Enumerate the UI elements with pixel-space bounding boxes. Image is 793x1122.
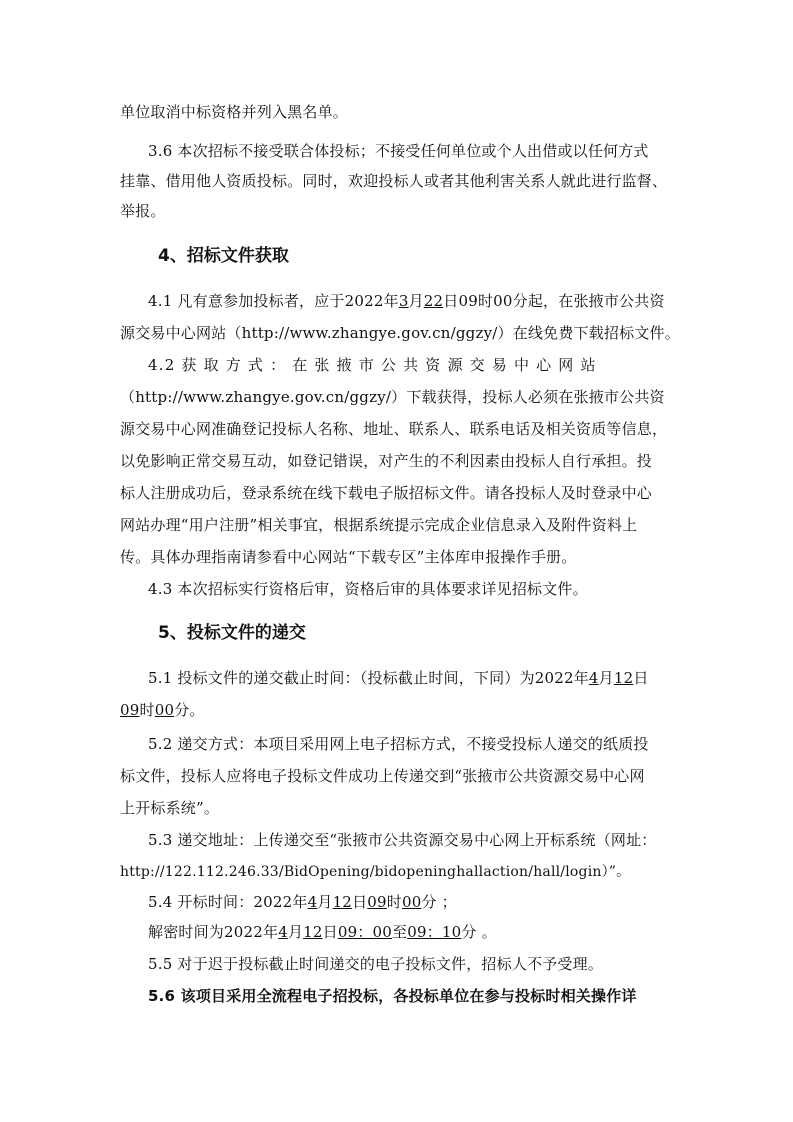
section-heading-5: 5、投标文件的递交	[158, 623, 306, 643]
paragraph-4-2-line-1: 4.2 获 取 方 式 ： 在 张 掖 市 公 共 资 源 交 易 中 心 网 站	[148, 356, 597, 374]
paragraph-5-2-line-1: 5.2 递交方式：本项目采用网上电子招标方式，不接受投标人递交的纸质投	[148, 735, 649, 753]
section-heading-4: 4、招标文件获取	[158, 246, 289, 266]
paragraph-4-1-line-1: 4.1 凡有意参加投标者，应于2022年3月22日09时00分起，在张掖市公共资	[148, 292, 665, 310]
paragraph-3-6-line-3: 举报。	[120, 202, 166, 220]
paragraph-3-6-line-2: 挂靠、借用他人资质投标。同时，欢迎投标人或者其他利害关系人就此进行监督、	[120, 172, 668, 190]
paragraph-5-6: 5.6 该项目采用全流程电子招投标，各投标单位在参与投标时相关操作详	[148, 987, 637, 1005]
paragraph-4-3: 4.3 本次招标实行资格后审，资格后审的具体要求详见招标文件。	[148, 580, 588, 598]
paragraph-5-5: 5.5 对于迟于投标截止时间递交的电子投标文件，招标人不予受理。	[148, 955, 604, 973]
paragraph-5-4: 5.4 开标时间：2022年4月12日09时00分 ；	[148, 893, 457, 911]
paragraph-decryption-time: 解密时间为2022年4月12日09：00至09：10分 。	[148, 923, 497, 941]
paragraph-5-2-line-2: 标文件，投标人应将电子投标文件成功上传递交到“张掖市公共资源交易中心网	[120, 767, 645, 785]
paragraph-4-2-line-7: 传。具体办理指南请参看中心网站“下载专区”主体库申报操作手册。	[120, 548, 577, 566]
paragraph-5-1-line-1: 5.1 投标文件的递交截止时间：（投标截止时间，下同）为2022年4月12日	[148, 669, 649, 687]
paragraph-4-2-line-5: 标人注册成功后，登录系统在线下载电子版招标文件。请各投标人及时登录中心	[120, 484, 653, 502]
paragraph-4-2-line-3: 源交易中心网准确登记投标人名称、地址、联系人、联系电话及相关资质等信息，	[120, 420, 668, 438]
paragraph-4-2-line-6: 网站办理“用户注册”相关事宜，根据系统提示完成企业信息录入及附件资料上	[120, 516, 638, 534]
paragraph-line: 单位取消中标资格并列入黑名单。	[120, 103, 349, 121]
paragraph-3-6-line-1: 3.6 本次招标不接受联合体投标；不接受任何单位或个人出借或以任何方式	[148, 142, 649, 160]
paragraph-5-3-line-2: http://122.112.246.33/BidOpening/bidopeninghallaction/hall/login）”。	[120, 864, 631, 880]
paragraph-4-2-line-2: （http://www.zhangye.gov.cn/ggzy/）下载获得，投标人必须在张掖市公共资	[120, 388, 665, 406]
paragraph-5-2-line-3: 上开标系统”。	[120, 799, 220, 817]
paragraph-4-1-line-2: 源交易中心网站（http://www.zhangye.gov.cn/ggzy/）在线免费下载招标文件。	[120, 324, 680, 342]
paragraph-5-3-line-1: 5.3 递交地址：上传递交至“张掖市公共资源交易中心网上开标系统（网址：	[148, 831, 657, 849]
paragraph-5-1-line-2: 09时00分。	[120, 701, 205, 719]
paragraph-4-2-line-4: 以免影响正常交易互动，如登记错误，对产生的不利因素由投标人自行承担。投	[120, 452, 653, 470]
